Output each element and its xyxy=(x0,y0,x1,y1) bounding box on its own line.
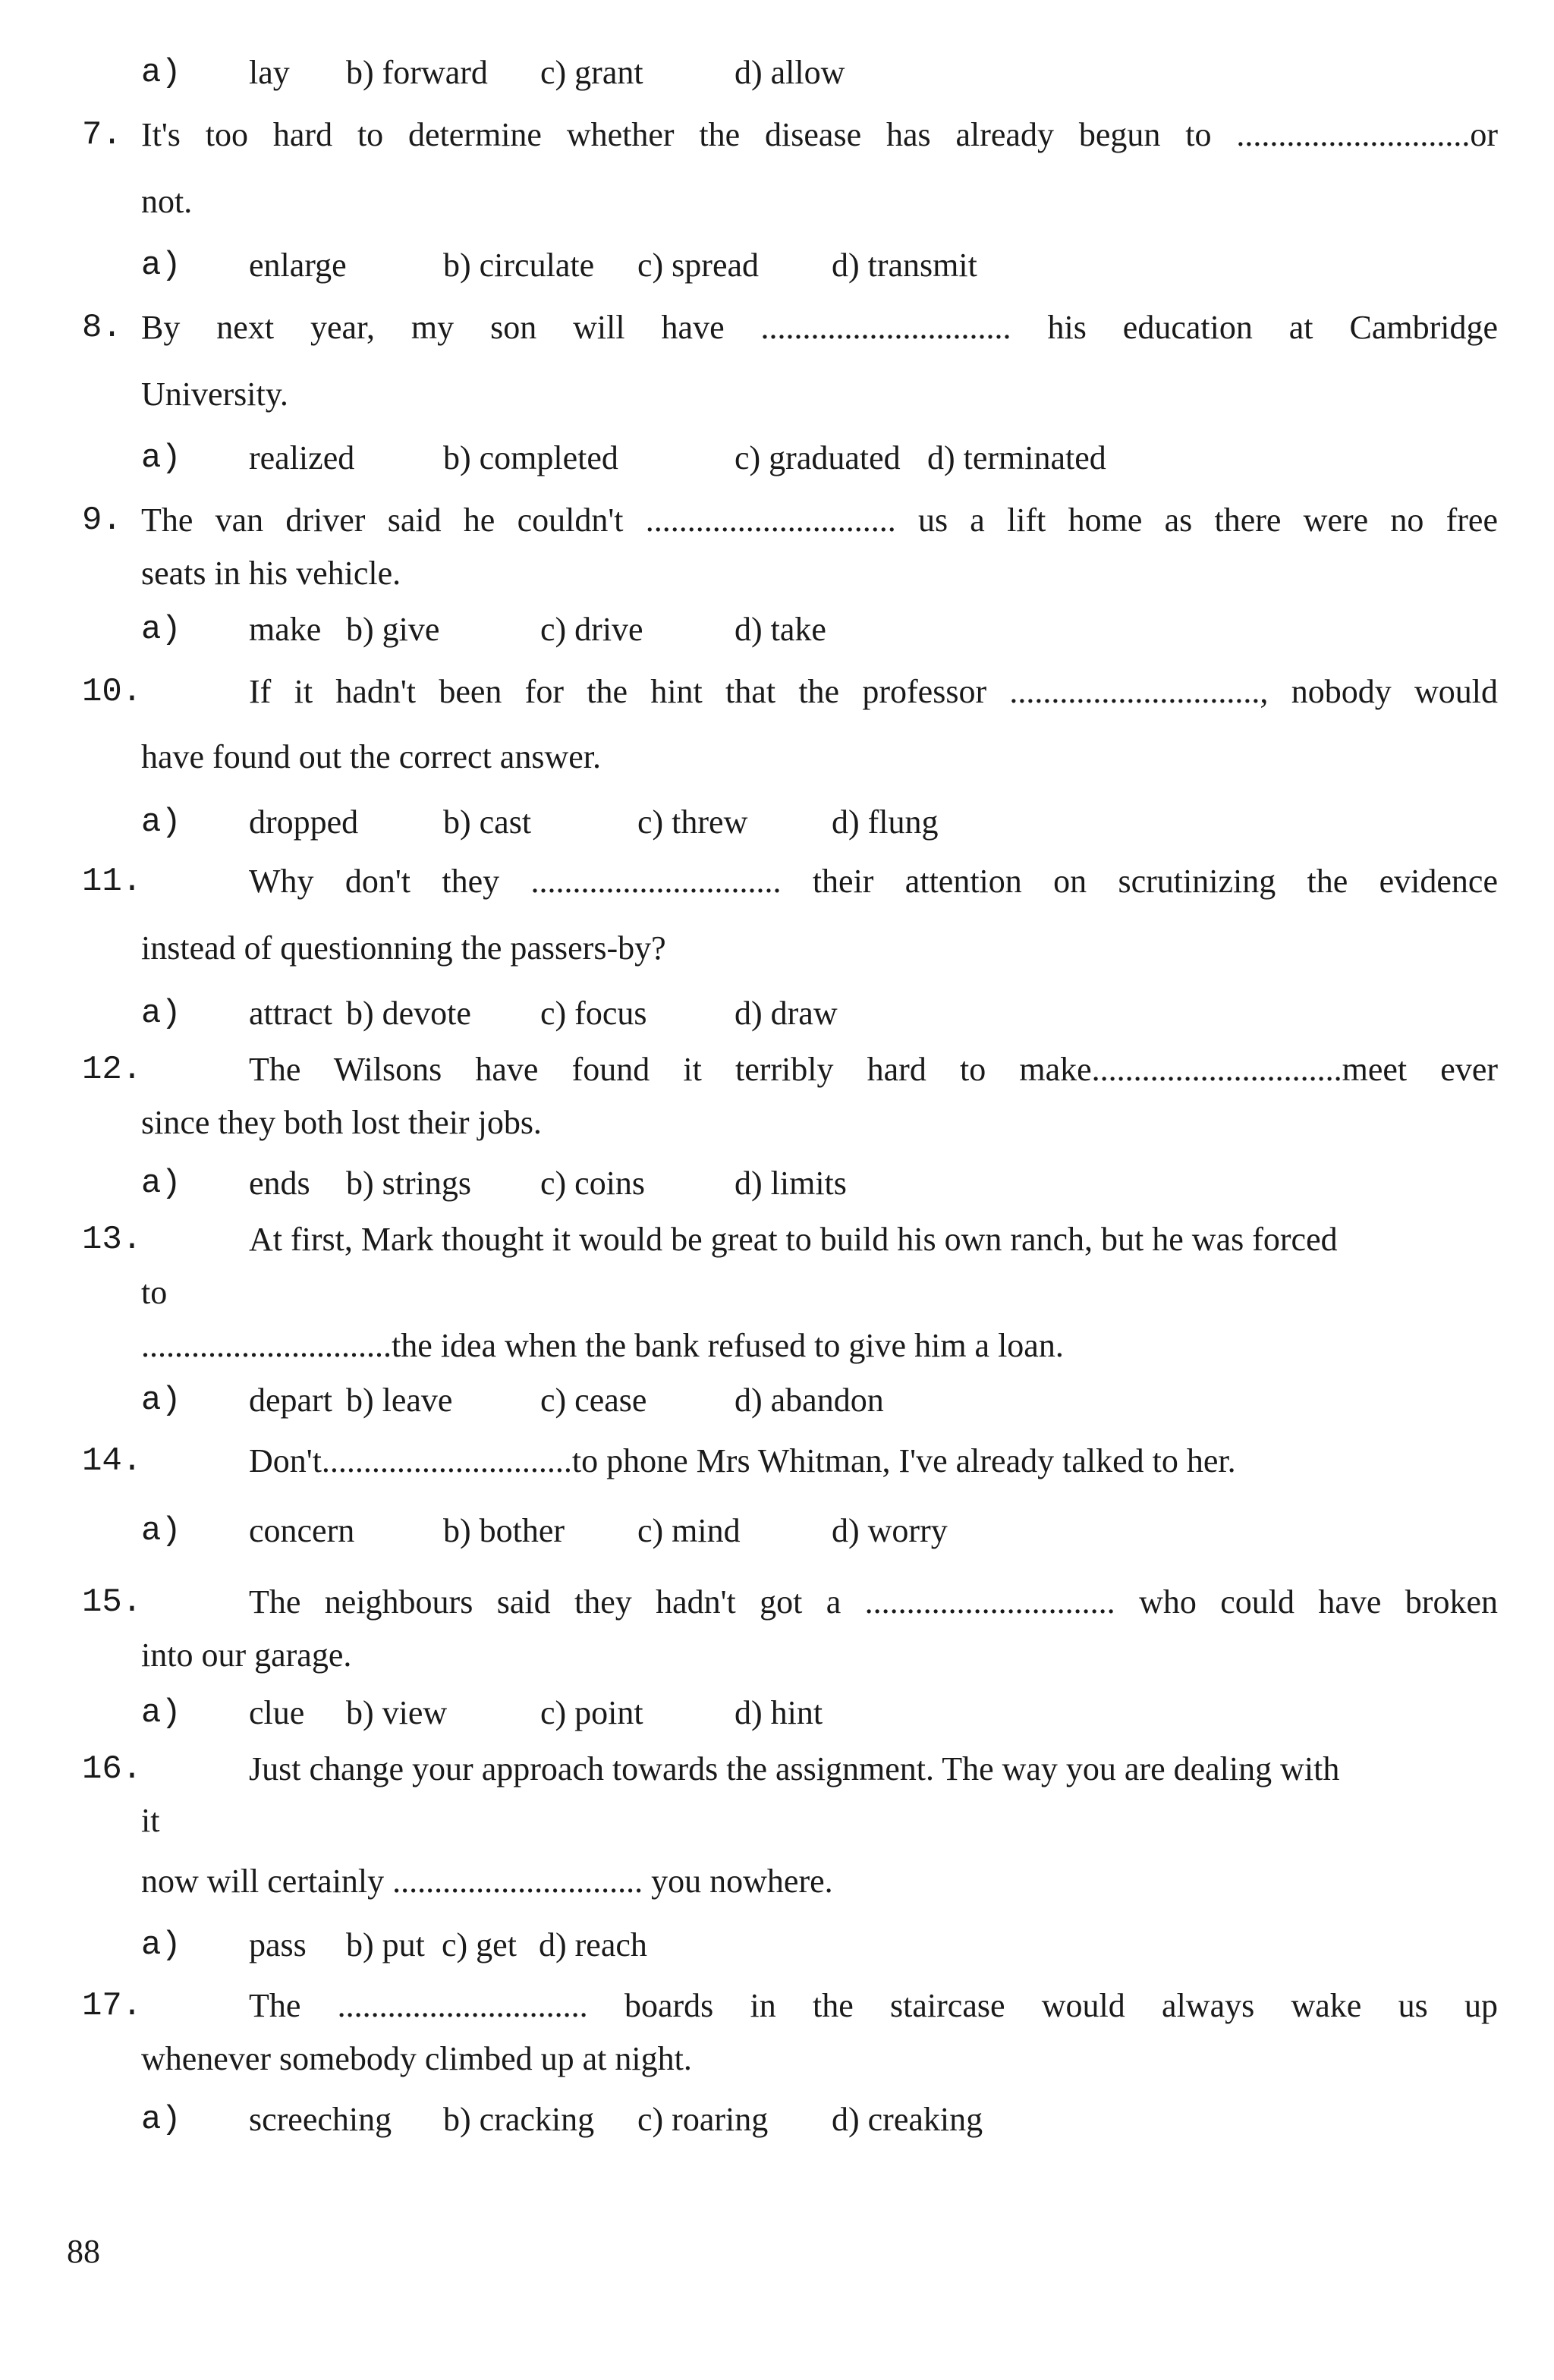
question-text-line: not. xyxy=(141,183,193,220)
option-b: b) leave xyxy=(346,1382,453,1419)
option-a: ends xyxy=(249,1165,310,1202)
option-b: b) put xyxy=(346,1926,425,1963)
option-b: b) give xyxy=(346,611,440,648)
option-a-label: a) xyxy=(141,1694,181,1732)
option-c: c) get xyxy=(442,1926,517,1963)
question-text-line: Just change your approach towards the assignment. The way you are dealing with xyxy=(249,1750,1340,1787)
option-c: c) drive xyxy=(540,611,643,648)
option-c: c) cease xyxy=(540,1382,647,1419)
option-d: d) worry xyxy=(832,1512,948,1549)
question-text-line: By next year, my son will have .............................. his education at Cambridge xyxy=(141,309,1498,346)
question-text-line: University. xyxy=(141,376,288,413)
option-b: b) view xyxy=(346,1694,448,1731)
option-b: b) completed xyxy=(443,439,618,476)
option-c: c) grant xyxy=(540,54,643,91)
question-text-line: now will certainly .............................. you nowhere. xyxy=(141,1863,833,1900)
option-d: d) take xyxy=(735,611,826,648)
option-a-label: a) xyxy=(141,2101,181,2139)
option-a: lay xyxy=(249,54,290,91)
option-a: pass xyxy=(249,1926,307,1963)
option-d: d) allow xyxy=(735,54,845,91)
option-a-label: a) xyxy=(141,247,181,285)
option-a: attract xyxy=(249,995,332,1032)
option-a: screeching xyxy=(249,2101,392,2138)
option-a-label: a) xyxy=(141,995,181,1033)
option-a-label: a) xyxy=(141,611,181,649)
option-a-label: a) xyxy=(141,1926,181,1964)
option-c: c) coins xyxy=(540,1165,646,1202)
option-a: dropped xyxy=(249,803,359,841)
option-a: realized xyxy=(249,439,355,476)
option-d: d) limits xyxy=(735,1165,847,1202)
question-text-line: have found out the correct answer. xyxy=(141,738,601,775)
option-a: make xyxy=(249,611,322,648)
option-d: d) hint xyxy=(735,1694,823,1731)
question-text-line: The van driver said he couldn't .............................. us a lift home as there were no free xyxy=(141,501,1498,539)
option-c: c) point xyxy=(540,1694,643,1731)
question-text-line: At first, Mark thought it would be great to build his own ranch, but he was forced xyxy=(249,1221,1338,1258)
question-number: 13. xyxy=(82,1221,143,1259)
option-d: d) flung xyxy=(832,803,939,841)
option-d: d) terminated xyxy=(927,439,1106,476)
option-b: b) forward xyxy=(346,54,488,91)
option-c: c) graduated xyxy=(735,439,901,476)
question-text-line: If it hadn't been for the hint that the professor .............................., nobody would xyxy=(249,673,1498,710)
option-c: c) threw xyxy=(637,803,748,841)
option-a-label: a) xyxy=(141,54,181,92)
option-b: b) cracking xyxy=(443,2101,595,2138)
question-text-line: The Wilsons have found it terribly hard to make..............................meet ever xyxy=(249,1051,1498,1088)
option-a-label: a) xyxy=(141,1382,181,1420)
option-b: b) bother xyxy=(443,1512,565,1549)
option-a-label: a) xyxy=(141,1165,181,1203)
question-text-line: to xyxy=(141,1274,168,1311)
option-c: c) mind xyxy=(637,1512,741,1549)
question-number: 17. xyxy=(82,1987,143,2025)
option-b: b) circulate xyxy=(443,247,595,284)
question-text-line: instead of questionning the passers-by? xyxy=(141,929,666,967)
option-c: c) spread xyxy=(637,247,760,284)
question-text-line: Don't..............................to phone Mrs Whitman, I've already talked to her. xyxy=(249,1442,1236,1479)
page-number: 88 xyxy=(67,2233,100,2270)
option-b: b) cast xyxy=(443,803,532,841)
option-b: b) devote xyxy=(346,995,471,1032)
option-b: b) strings xyxy=(346,1165,471,1202)
question-text-line: since they both lost their jobs. xyxy=(141,1104,542,1141)
question-number: 14. xyxy=(82,1442,143,1480)
question-number: 11. xyxy=(82,863,143,901)
question-text-line: whenever somebody climbed up at night. xyxy=(141,2040,692,2077)
option-d: d) abandon xyxy=(735,1382,884,1419)
option-c: c) roaring xyxy=(637,2101,769,2138)
option-d: d) draw xyxy=(735,995,838,1032)
question-number: 7. xyxy=(82,116,122,154)
question-number: 8. xyxy=(82,309,122,347)
option-d: d) reach xyxy=(539,1926,647,1963)
question-text-line: it xyxy=(141,1802,160,1839)
option-a: clue xyxy=(249,1694,305,1731)
option-a: enlarge xyxy=(249,247,347,284)
question-number: 16. xyxy=(82,1750,143,1788)
question-number: 12. xyxy=(82,1051,143,1089)
option-a: depart xyxy=(249,1382,332,1419)
option-d: d) creaking xyxy=(832,2101,983,2138)
option-a: concern xyxy=(249,1512,355,1549)
question-text-line: It's too hard to determine whether the disease has already begun to ............................or xyxy=(141,116,1498,153)
option-d: d) transmit xyxy=(832,247,977,284)
question-text-line: seats in his vehicle. xyxy=(141,555,401,592)
question-text-line: into our garage. xyxy=(141,1636,352,1674)
question-text-line: ..............................the idea when the bank refused to give him a loan. xyxy=(141,1327,1064,1364)
question-text-line: The neighbours said they hadn't got a .............................. who could have broken xyxy=(249,1583,1498,1621)
option-a-label: a) xyxy=(141,803,181,841)
option-a-label: a) xyxy=(141,439,181,477)
question-text-line: Why don't they .............................. their attention on scrutinizing the evidence xyxy=(249,863,1498,900)
question-number: 10. xyxy=(82,673,143,711)
question-number: 9. xyxy=(82,501,122,539)
option-a-label: a) xyxy=(141,1512,181,1550)
question-text-line: The .............................. boards in the staircase would always wake us up xyxy=(249,1987,1498,2024)
question-number: 15. xyxy=(82,1583,143,1621)
option-c: c) focus xyxy=(540,995,647,1032)
